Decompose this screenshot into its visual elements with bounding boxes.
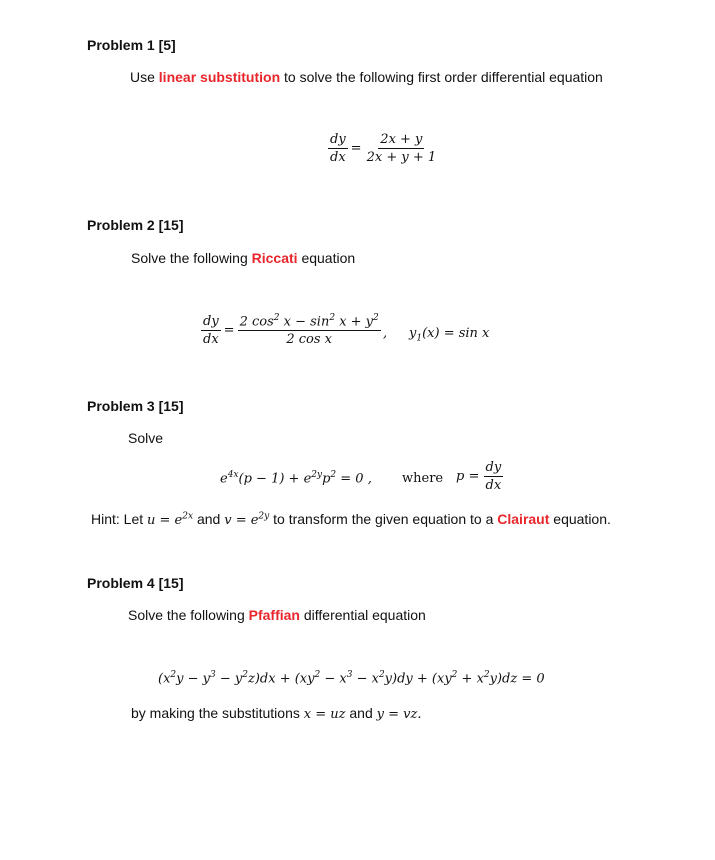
part: (x <box>158 671 171 687</box>
instruction-text: differential equation <box>299 607 426 623</box>
instruction-text: Solve the following <box>128 607 249 623</box>
equals-sign: = <box>223 322 235 338</box>
part: e <box>220 471 228 487</box>
part: y <box>409 326 417 341</box>
method-highlight: Pfaffian <box>248 607 300 623</box>
particular-solution <box>409 326 489 344</box>
problem-2-instruction <box>131 250 355 266</box>
frac-den: dx <box>485 478 502 493</box>
hint-text: and <box>193 511 225 527</box>
derivative-fraction <box>484 460 504 493</box>
method-highlight: linear substitution <box>158 69 281 85</box>
part: = 0 , <box>336 471 372 487</box>
frac-den: 2 cos x <box>286 332 332 348</box>
exponent: 2 <box>329 313 336 323</box>
problem-3-heading: Problem 3 [15] <box>87 398 184 414</box>
part: y − y <box>176 671 210 687</box>
part: y)dy + (xy <box>384 671 452 687</box>
num-part: x + y <box>335 314 374 330</box>
exponent: 4x <box>227 470 239 480</box>
problem-4-substitution <box>131 705 421 722</box>
part: (x) = sin x <box>422 326 490 341</box>
num-part: x − sin <box>279 314 330 330</box>
u-substitution: u = e <box>147 513 183 528</box>
frac-num: dy <box>203 313 219 329</box>
problem-1-heading: Problem 1 [5] <box>87 37 176 53</box>
hint-text: Hint: Let <box>91 511 148 527</box>
exponent: 2y <box>258 511 270 522</box>
where-word: where <box>402 471 444 486</box>
instruction-text: equation <box>297 250 356 266</box>
instruction-text: to solve the following first order differential equation <box>280 69 603 85</box>
exponent: 2 <box>451 670 458 680</box>
num-part: 2 cos <box>239 314 274 330</box>
frac-num: 2x + y <box>380 132 423 147</box>
part: − y <box>215 671 243 687</box>
x-substitution: x = uz <box>303 707 346 722</box>
exponent: 3 <box>210 670 216 680</box>
problem-3-equation <box>220 470 372 486</box>
part: p <box>322 471 331 487</box>
exponent: 2 <box>273 313 280 323</box>
exponent: 2 <box>378 670 385 680</box>
method-highlight: Riccati <box>251 250 298 266</box>
problem-2-heading: Problem 2 [15] <box>87 217 184 233</box>
rhs-fraction <box>365 132 439 165</box>
exponent: 2 <box>314 670 321 680</box>
y-substitution: y = vz. <box>376 707 422 722</box>
exponent: 2 <box>330 470 337 480</box>
part: + x <box>457 671 484 687</box>
derivative-fraction <box>201 314 221 347</box>
p-definition <box>456 460 503 493</box>
equals-sign: = <box>350 141 362 156</box>
part: z)dx + (xy <box>247 671 315 687</box>
problem-1-equation <box>328 132 438 165</box>
problem-4-instruction <box>128 607 426 623</box>
part: − x <box>352 671 379 687</box>
hint-text: to transform the given equation to a <box>269 511 498 527</box>
part: y)dz = 0 <box>489 671 545 687</box>
problem-2-equation <box>201 313 381 347</box>
substitution-text: by making the substitutions <box>131 705 304 721</box>
hint-text: equation. <box>549 511 611 527</box>
exponent: 2 <box>483 670 490 680</box>
comma: , <box>383 326 388 341</box>
exponent: 2x <box>182 511 194 522</box>
instruction-text: Solve the following <box>131 250 252 266</box>
exponent: 2 <box>170 670 177 680</box>
v-substitution: v = e <box>224 513 259 528</box>
problem-3-hint <box>91 511 611 528</box>
problem-3-instruction: Solve <box>128 430 164 446</box>
part: − x <box>320 671 347 687</box>
exponent: 3 <box>346 670 353 680</box>
frac-num <box>238 313 381 331</box>
exponent: 2 <box>373 313 379 323</box>
frac-num: dy <box>330 132 346 147</box>
exponent: 2 <box>242 670 248 680</box>
frac-den: dx <box>330 150 346 165</box>
substitution-text: and <box>345 705 377 721</box>
frac-den: dx <box>203 331 219 347</box>
derivative-fraction <box>328 132 348 165</box>
part: (p − 1) + e <box>238 471 312 487</box>
problem-4-heading: Problem 4 [15] <box>87 575 184 591</box>
method-highlight: Clairaut <box>497 511 550 527</box>
exponent: 2y <box>311 470 323 480</box>
instruction-text: Use <box>130 69 159 85</box>
p-label: p = <box>456 469 480 484</box>
problem-4-equation <box>158 670 545 686</box>
frac-den: 2x + y + 1 <box>366 150 437 165</box>
subscript: 1 <box>416 333 423 344</box>
problem-1-instruction <box>130 69 603 85</box>
frac-num: dy <box>485 460 502 475</box>
rhs-fraction <box>238 313 381 347</box>
